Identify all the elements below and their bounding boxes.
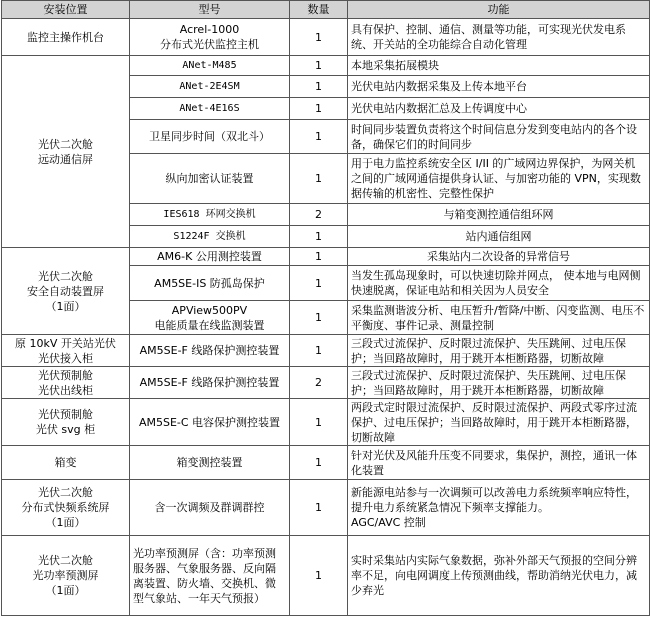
cell-function: 新能源电站参与一次调频可以改善电力系统频率响应特性，提升电力系统紧急情况下频率支撑能力。 AGC/AVC 控制 xyxy=(348,480,650,536)
cell-quantity: 1 xyxy=(290,480,348,536)
cell-model: 卫星同步时间（双北斗） xyxy=(130,120,290,154)
header-model: 型号 xyxy=(130,1,290,19)
header-install-location: 安装位置 xyxy=(2,1,130,19)
cell-function: 三段式过流保护、反时限过流保护、失压跳闸、过电压保护；当回路故障时，用于跳开本柜断路器，切断故障 xyxy=(348,367,650,399)
cell-model: IES618 环网交换机 xyxy=(130,204,290,226)
table-header-row xyxy=(2,1,650,19)
cell-model: 箱变测控装置 xyxy=(130,446,290,480)
cell-quantity: 2 xyxy=(290,204,348,226)
cell-model: ANet-M485 xyxy=(130,56,290,76)
cell-function: 针对光伏及风能升压变不同要求，集保护，测控，通讯一体化装置 xyxy=(348,446,650,480)
cell-location: 光伏预制舱 光伏出线柜 xyxy=(2,367,130,399)
header-function: 功能 xyxy=(348,1,650,19)
cell-location: 光伏二次舱 远动通信屏 xyxy=(2,56,130,248)
cell-quantity: 1 xyxy=(290,248,348,266)
cell-quantity: 1 xyxy=(290,98,348,120)
cell-model: AM5SE-F 线路保护测控装置 xyxy=(130,367,290,399)
cell-function: 光伏电站内数据汇总及上传调度中心 xyxy=(348,98,650,120)
table-row xyxy=(2,399,650,446)
cell-location: 监控主操作机台 xyxy=(2,19,130,56)
table-row xyxy=(2,480,650,536)
cell-model: APView500PV 电能质量在线监测装置 xyxy=(130,301,290,335)
cell-location: 原 10kV 开关站光伏 光伏接入柜 xyxy=(2,335,130,367)
cell-function: 三段式过流保护、反时限过流保护、失压跳闸、过电压保护；当回路故障时，用于跳开本柜断路器，切断故障 xyxy=(348,335,650,367)
cell-model: 纵向加密认证装置 xyxy=(130,154,290,204)
cell-location: 光伏预制舱 光伏 svg 柜 xyxy=(2,399,130,446)
cell-function: 时间同步装置负责将这个时间信息分发到变电站内的各个设备，确保它们的时间同步 xyxy=(348,120,650,154)
cell-location: 光伏二次舱 分布式快频系统屏 （1面） xyxy=(2,480,130,536)
cell-model: AM5SE-IS 防孤岛保护 xyxy=(130,266,290,301)
cell-model: AM5SE-C 电容保护测控装置 xyxy=(130,399,290,446)
cell-quantity: 1 xyxy=(290,536,348,616)
table-row xyxy=(2,367,650,399)
cell-quantity: 1 xyxy=(290,56,348,76)
table-row xyxy=(2,56,650,76)
cell-function: 采集监测谐波分析、电压暂升/暂降/中断、闪变监测、电压不平衡度、事件记录、测量控制 xyxy=(348,301,650,335)
cell-model: AM6-K 公用测控装置 xyxy=(130,248,290,266)
cell-function: 光伏电站内数据采集及上传本地平台 xyxy=(348,76,650,98)
cell-model: AM5SE-F 线路保护测控装置 xyxy=(130,335,290,367)
cell-function: 具有保护、控制、通信、测量等功能，可实现光伏发电系统、开关站的全功能综合自动化管理 xyxy=(348,19,650,56)
cell-quantity: 1 xyxy=(290,226,348,248)
cell-model: ANet-4E16S xyxy=(130,98,290,120)
cell-function: 两段式定时限过流保护、反时限过流保护、两段式零序过流保护、过电压保护；当回路故障时，用于跳开本柜断路器，切断故障 xyxy=(348,399,650,446)
cell-function: 本地采集拓展模块 xyxy=(348,56,650,76)
cell-location: 光伏二次舱 光功率预测屏 （1面） xyxy=(2,536,130,616)
table-row xyxy=(2,335,650,367)
cell-model: Acrel-1000 分布式光伏监控主机 xyxy=(130,19,290,56)
cell-model: 含一次调频及群调群控 xyxy=(130,480,290,536)
cell-quantity: 1 xyxy=(290,154,348,204)
cell-model: S1224F 交换机 xyxy=(130,226,290,248)
table-row xyxy=(2,248,650,266)
table-row xyxy=(2,446,650,480)
cell-quantity: 1 xyxy=(290,301,348,335)
cell-model: ANet-2E4SM xyxy=(130,76,290,98)
cell-quantity: 1 xyxy=(290,120,348,154)
cell-quantity: 1 xyxy=(290,399,348,446)
cell-function: 站内通信组网 xyxy=(348,226,650,248)
table-row xyxy=(2,19,650,56)
table-row xyxy=(2,536,650,616)
cell-location: 箱变 xyxy=(2,446,130,480)
cell-quantity: 1 xyxy=(290,76,348,98)
cell-function: 采集站内二次设备的异常信号 xyxy=(348,248,650,266)
cell-quantity: 2 xyxy=(290,367,348,399)
cell-quantity: 1 xyxy=(290,19,348,56)
header-quantity: 数量 xyxy=(290,1,348,19)
cell-quantity: 1 xyxy=(290,266,348,301)
cell-function: 当发生孤岛现象时，可以快速切除并网点， 使本地与电网侧快速脱离，保证电站和相关因为人员安全 xyxy=(348,266,650,301)
cell-quantity: 1 xyxy=(290,335,348,367)
cell-function: 与箱变测控通信组环网 xyxy=(348,204,650,226)
cell-model: 光功率预测屏（含：功率预测服务器、气象服务器、反向隔离装置、防火墙、交换机、微型气象站、一年天气预报） xyxy=(130,536,290,616)
equipment-table xyxy=(1,0,650,616)
cell-function: 实时采集站内实际气象数据，弥补外部天气预报的空间分辨率不足，向电网调度上传预测曲线，帮助消纳光伏电力，减少弃光 xyxy=(348,536,650,616)
cell-quantity: 1 xyxy=(290,446,348,480)
cell-function: 用于电力监控系统安全区 I/II 的广域网边界保护，为网关机之间的广域网通信提供身认证、与加密功能的 VPN，实现数据传输的机密性、完整性保护 xyxy=(348,154,650,204)
cell-location: 光伏二次舱 安全自动装置屏 （1面） xyxy=(2,248,130,335)
